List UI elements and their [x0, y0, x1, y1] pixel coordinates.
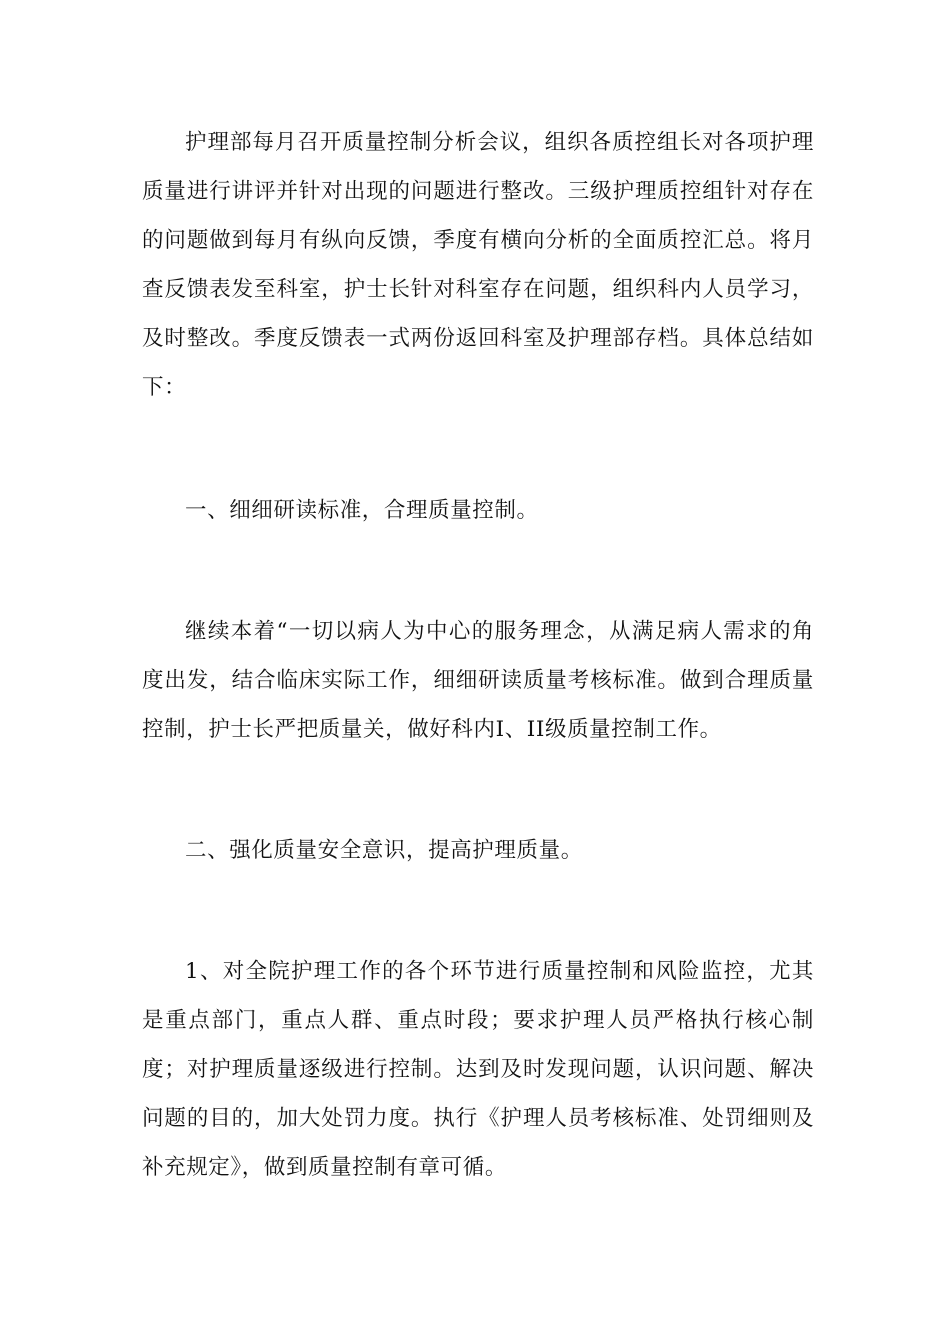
document-page — [142, 118, 814, 1192]
spacer — [142, 875, 814, 947]
section-2-item-1-paragraph: 1、对全院护理工作的各个环节进行质量控制和风险监控，尤其是重点部门，重点人群、重点时段；要求护理人员严格执行核心制度；对护理质量逐级进行控制。达到及时发现问题，认识问题、解决问题的目的，加大处罚力度。执行《护理人员考核标准、处罚细则及补充规定》，做到质量控制有章可循。 — [142, 959, 814, 1180]
spacer — [142, 754, 814, 826]
spacer — [142, 412, 814, 486]
section-1-heading: 一、细细研读标准，合理质量控制。 — [185, 498, 539, 523]
spacer — [142, 535, 814, 607]
section-1-paragraph: 继续本着“一切以病人为中心的服务理念，从满足病人需求的角度出发，结合临床实际工作，细细研读质量考核标准。做到合理质量控制，护士长严把质量关，做好科内I、II级质量控制工作。 — [142, 619, 814, 742]
intro-paragraph: 护理部每月召开质量控制分析会议，组织各质控组长对各项护理质量进行讲评并针对出现的问题进行整改。三级护理质控组针对存在的问题做到每月有纵向反馈，季度有横向分析的全面质控汇总。将月查反馈表发至科室，护士长针对科室存在问题，组织科内人员学习，及时整改。季度反馈表一式两份返回科室及护理部存档。具体总结如下： — [142, 130, 814, 400]
section-2-heading: 二、强化质量安全意识，提高护理质量。 — [185, 838, 583, 863]
